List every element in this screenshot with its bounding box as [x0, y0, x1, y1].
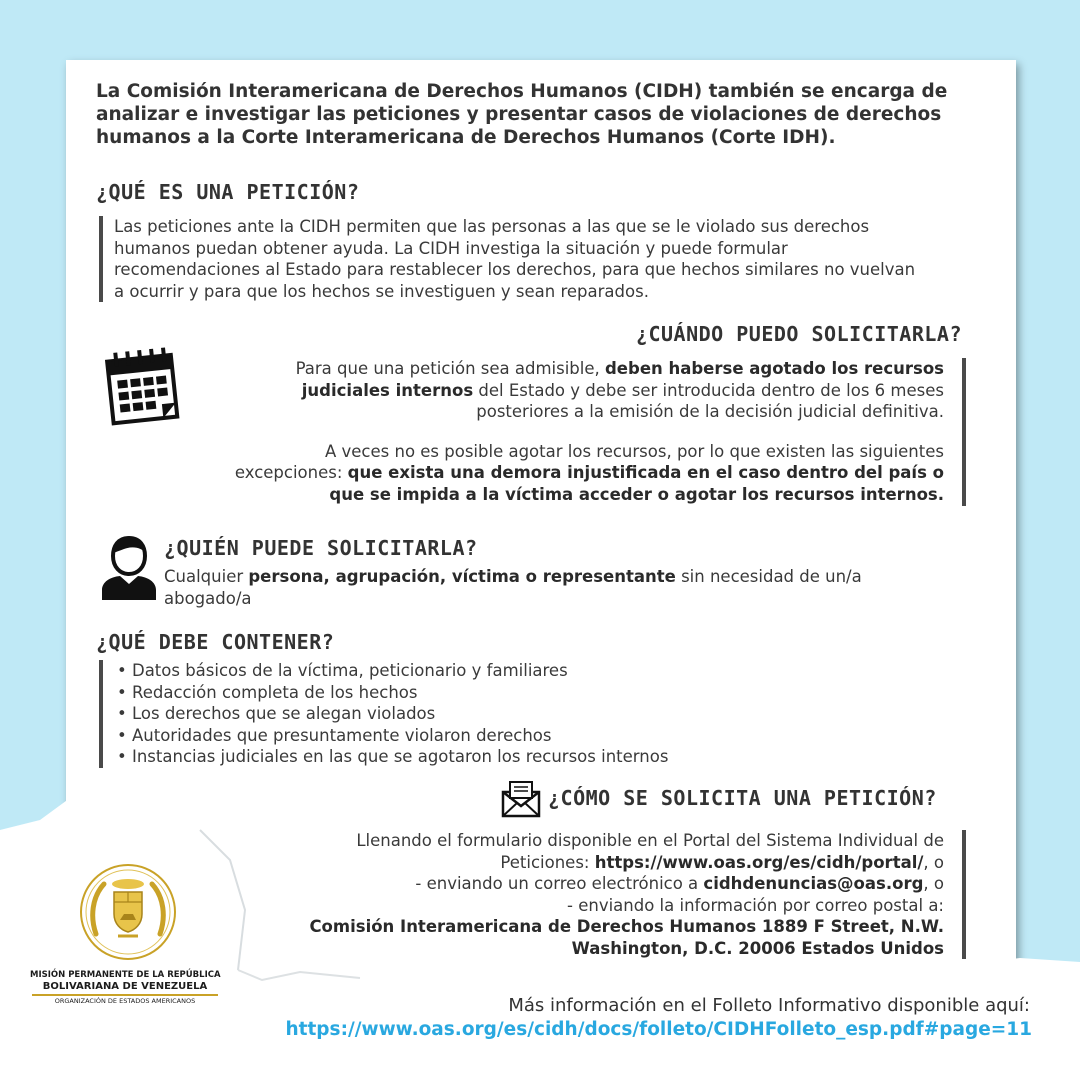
logo-line-1: MISIÓN PERMANENTE DE LA REPÚBLICA [30, 970, 221, 980]
calendar-icon [100, 346, 186, 428]
list-item: • Redacción completa de los hechos [117, 682, 799, 704]
cuando-paragraph-1: Para que una petición sea admisible, deben haberse agotado los recursos judiciales internos del Estado y debe ser introducida dentro de los 6 meses posteriores a la emisión de la decisión judicial definitiva. [295, 359, 944, 421]
heading-que-es: ¿QUÉ ES UNA PETICIÓN? [96, 180, 360, 204]
logo-line-2: BOLIVARIANA DE VENEZUELA [42, 981, 208, 992]
cuando-block [230, 358, 966, 506]
postal-address: Comisión Interamericana de Derechos Humanos 1889 F Street, N.W. Washington, D.C. 20006 Estados Unidos [309, 917, 944, 958]
footer-text: Más información en el Folleto Informativo disponible aquí: [508, 995, 1030, 1016]
como-line-1: Llenando el formulario disponible en el Portal del Sistema Individual de Peticiones: https://www.oas.org/es/cidh/portal/, o [356, 831, 944, 872]
list-item: • Autoridades que presuntamente violaron derechos [117, 725, 799, 747]
logo-divider [32, 994, 218, 996]
portal-link[interactable]: https://www.oas.org/es/cidh/portal/ [594, 852, 924, 872]
list-item: • Instancias judiciales en las que se agotaron los recursos internos [117, 746, 799, 768]
como-line-2: - enviando un correo electrónico a cidhdenuncias@oas.org, o [415, 874, 944, 893]
como-line-3: - enviando la información por correo postal a: [567, 895, 944, 915]
quien-text: Cualquier persona, agrupación, víctima o representante sin necesidad de un/a abogado/a [164, 567, 862, 608]
person-icon [100, 534, 158, 600]
email-link[interactable]: cidhdenuncias@oas.org [703, 874, 924, 893]
heading-cuando: ¿CUÁNDO PUEDO SOLICITARLA? [635, 322, 962, 346]
heading-quien: ¿QUIÉN PUEDE SOLICITARLA? [164, 536, 478, 560]
logo-line-3: ORGANIZACIÓN DE ESTADOS AMERICANOS [54, 997, 196, 1005]
como-block [270, 830, 966, 959]
intro-paragraph: La Comisión Interamericana de Derechos Humanos (CIDH) también se encarga de analizar e investigar las peticiones y presentar casos de violaciones de derechos humanos a la Corte Interamericana de Derechos Humanos (Corte IDH). [96, 81, 948, 148]
heading-como: ¿CÓMO SE SOLICITA UNA PETICIÓN? [548, 786, 937, 810]
coat-of-arms-icon [78, 862, 178, 962]
cuando-paragraph-2: A veces no es posible agotar los recursos, por lo que existen las siguientes excepciones: que exista una demora injustificada en el caso dentro del país o que se impida a la víctima acceder o agotar los recursos internos. [234, 441, 944, 504]
que-es-text: Las peticiones ante la CIDH permiten que las personas a las que se le violado sus derechos humanos puedan obtener ayuda. La CIDH investiga la situación y puede formular recomendaciones al Estado para restablecer los derechos, para que hechos similares no vuelvan a ocurrir y para que los hechos se investiguen y sean reparados. [99, 216, 929, 302]
envelope-icon [501, 780, 541, 818]
heading-contener: ¿QUÉ DEBE CONTENER? [96, 630, 335, 654]
list-item: • Datos básicos de la víctima, peticionario y familiares [117, 660, 799, 682]
requirements-list [99, 660, 799, 768]
list-item: • Los derechos que se alegan violados [117, 703, 799, 725]
footer-link[interactable]: https://www.oas.org/es/cidh/docs/folleto/CIDHFolleto_esp.pdf#page=11 [285, 1019, 1032, 1040]
